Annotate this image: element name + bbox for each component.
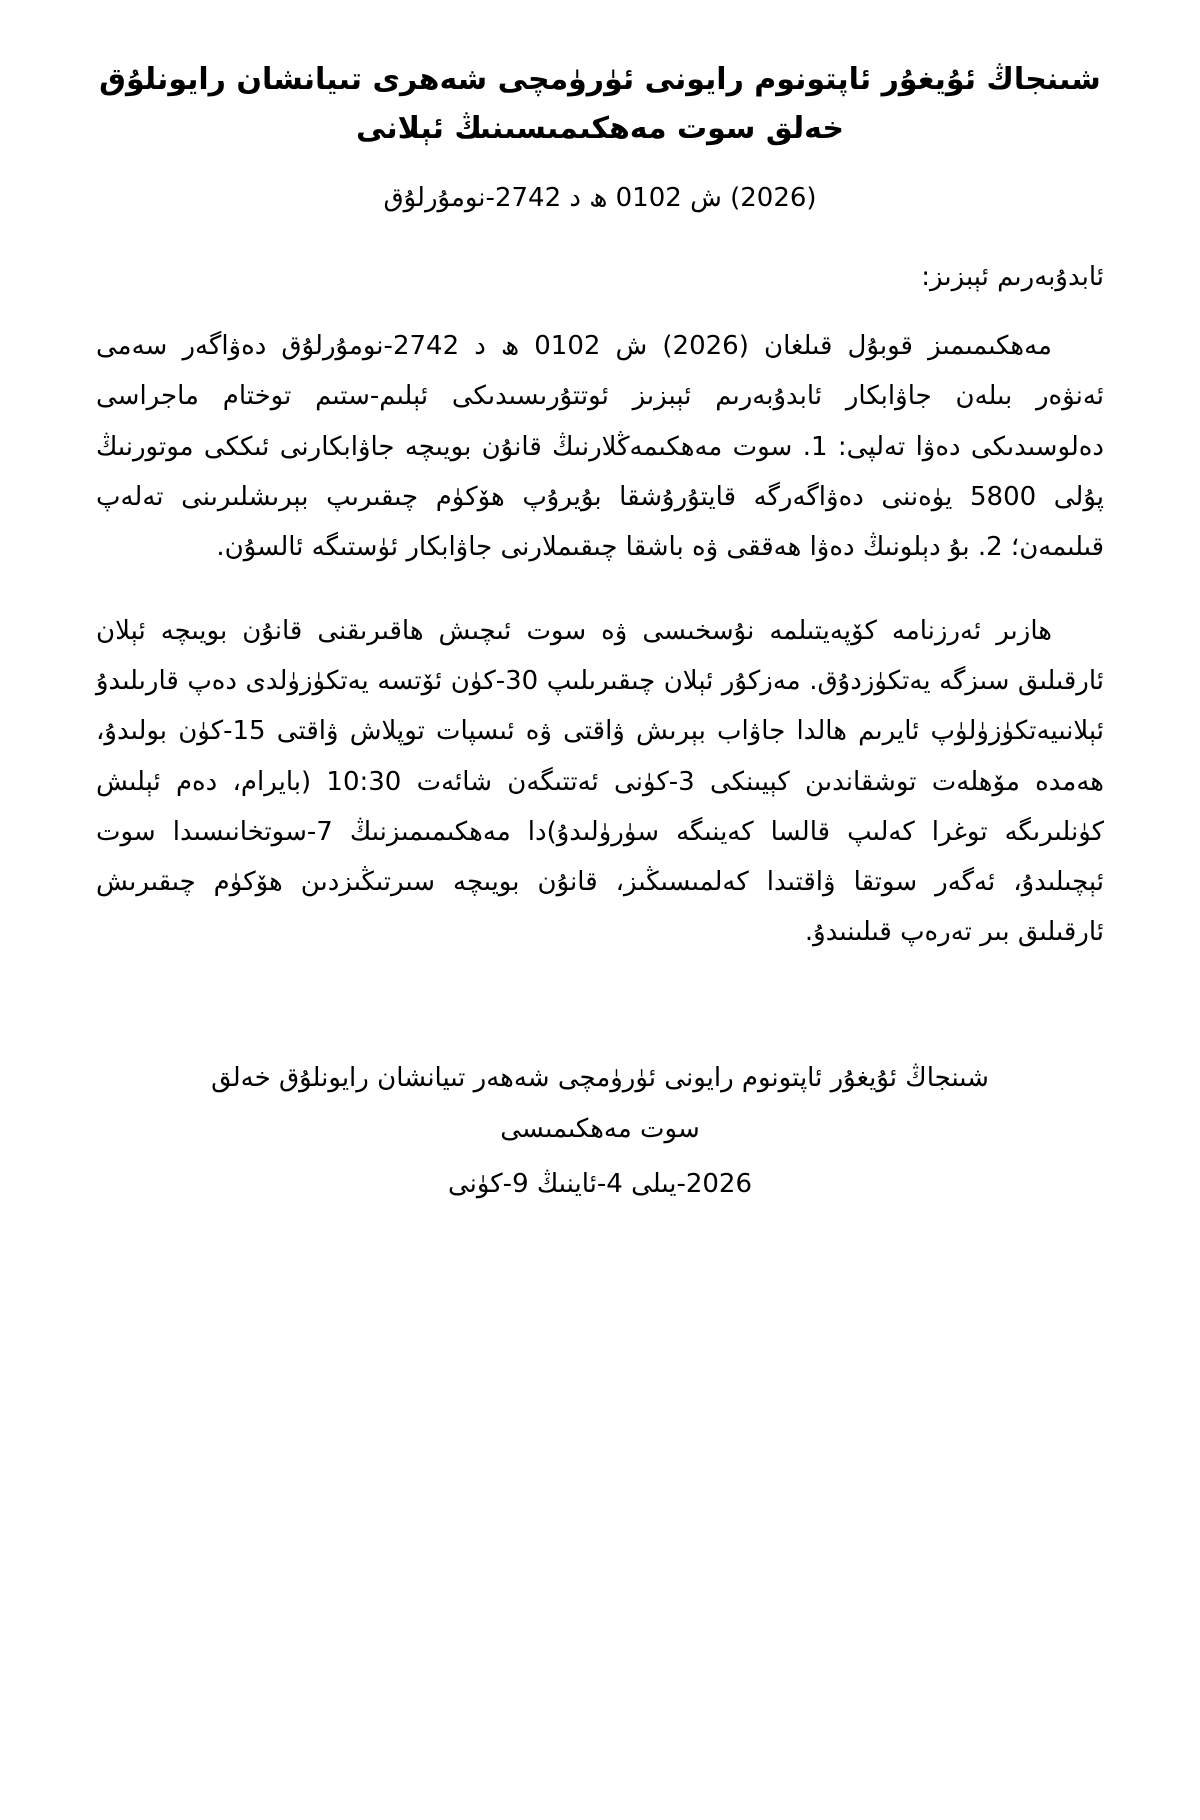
body-paragraph-1: مەھكىمىمىز قوبۇل قىلغان (2026) ش 0102 ھ د 2742-نومۇرلۇق دەۋاگەر سەمى ئەنۋەر بىلەن جاۋابكار ئابدۇبەرىم ئېبزىز ئوتتۇرىسىدىكى ئېلىم-ستىم توختام ماجراسى دەلوسىدىكى دەۋا تەلپى: 1. سوت مەھكىمەڭلارنىڭ قانۇن بويىچە جاۋابكارنى ئىككى موتورنىڭ پۇلى 5800 يۈەننى دەۋاگەرگە قايتۇرۇشقا بۇيرۇپ ھۆكۈم چىقىرىپ بېرىشلىرىنى تەلەپ قىلىمەن؛ 2. بۇ دېلونىڭ دەۋا ھەققى ۋە باشقا چىقىملارنى جاۋابكار ئۈستىگە ئالسۇن.: [96, 331, 1105, 562]
salutation: ئابدۇبەرىم ئېبزىز:: [921, 262, 1104, 293]
signature-organization-line-1: شىنجاڭ ئۇيغۇر ئاپتونوم رايونى ئۈرۈمچى شەھەر تىيانشان رايونلۇق خەلق: [211, 1063, 989, 1094]
page-title: شىنجاڭ ئۇيغۇر ئاپتونوم رايونى ئۈرۈمچى شەھرى تىيانشان رايونلۇق خەلق سوت مەھكىمىسىنىڭ ئېلانى: [99, 62, 1101, 146]
signature-date: 2026-يىلى 4-ئاينىڭ 9-كۈنى: [447, 1168, 753, 1199]
signature-organization-line-2: سوت مەھكىمىسى: [500, 1113, 700, 1144]
signature-block: [96, 1053, 1104, 1209]
document-number: (2026) ش 0102 ھ د 2742-نومۇرلۇق: [383, 183, 817, 214]
body-paragraph-2: ھازىر ئەرزنامە كۆپەيتىلمە نۇسخىسى ۋە سوت ئىچىش ھاقىرىقنى قانۇن بويىچە ئېلان ئارقىلىق سىزگە يەتكۈزدۇق. مەزكۇر ئېلان چىقىرىلىپ 30-كۈن ئۆتسە يەتكۈزۈلدى دەپ قارىلىدۇ ئېلانىيەتكۈزۈلۈپ ئايرىم ھالدا جاۋاب بېرىش ۋاقتى ۋە ئىسپات توپلاش ۋاقتى 15-كۈن بولىدۇ، ھەمدە مۆھلەت توشقاندىن كېيىنكى 3-كۈنى ئەتتىگەن شائەت 10:30 (بايرام، دەم ئېلىش كۈنلىرىگە توغرا كەلىپ قالسا كەينىگە سۈرۈلىدۇ)دا مەھكىمىمىزنىڭ 7-سوتخانىسىدا سوت ئېچىلىدۇ، ئەگەر سوتقا ۋاقتىدا كەلمىسىڭىز، قانۇن بويىچە سىرتىڭىزدىن ھۆكۈم چىقىرىش ئارقىلىق بىر تەرەپ قىلىنىدۇ.: [96, 616, 1105, 948]
